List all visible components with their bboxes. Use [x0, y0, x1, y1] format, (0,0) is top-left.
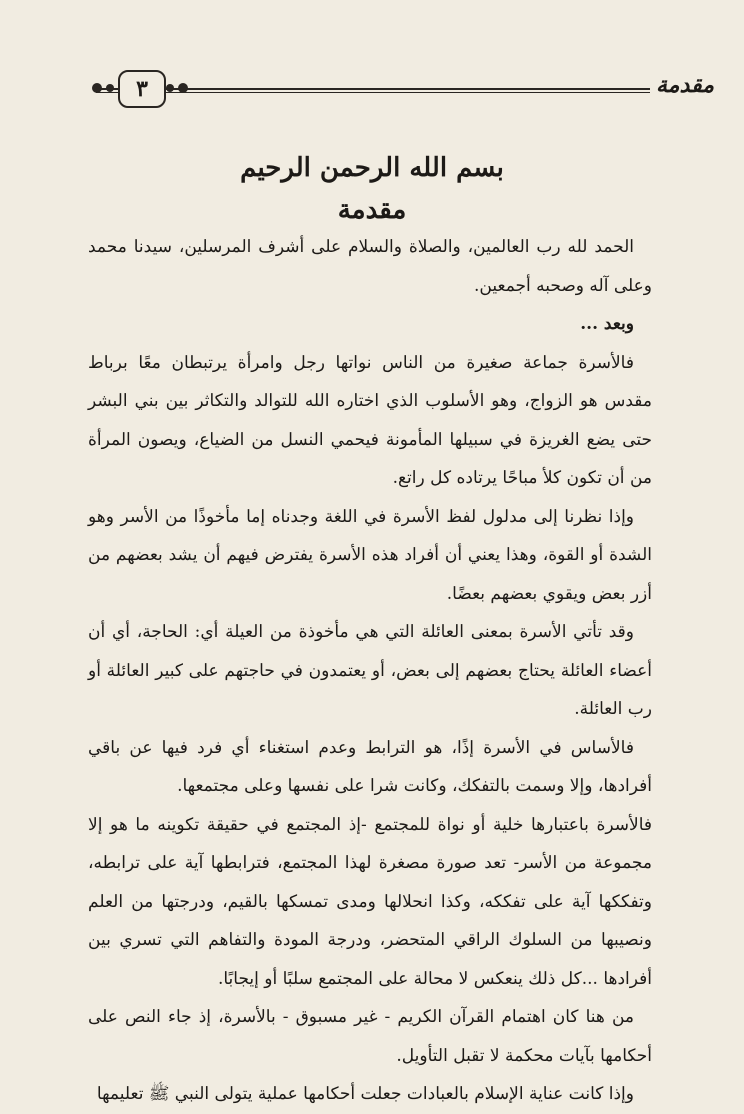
paragraph: فالأساس في الأسرة إذًا، هو الترابط وعدم استغناء أي فرد فيها عن باقي أفرادها، وإلا وسمت بالتفكك، وكانت شرا على نفسها وعلى مجتمعها. [88, 737, 652, 796]
body-text [88, 228, 652, 1114]
paragraph: وقد تأتي الأسرة بمعنى العائلة التي هي مأخوذة من العيلة أي: الحاجة، أي أن أعضاء العائلة يحتاج بعضهم إلى بعض، أو يعتمدون في حاجتهم على كبير العائلة أو رب العائلة. [88, 622, 652, 719]
paragraph: وبعد ... [580, 314, 634, 334]
paragraph: وإذا نظرنا إلى مدلول لفظ الأسرة في اللغة وجدناه إما مأخوذًا من الأسر وهو الشدة أو القوة، وهذا يعني أن أفراد هذه الأسرة يفترض فيهم أن يشد بعضهم من أزر بعض ويقوي بعضهم بعضًا. [88, 506, 652, 604]
paragraph: فالأسرة باعتبارها خلية أو نواة للمجتمع -إذ المجتمع في حقيقة تكوينه ما هو إلا مجموعة من الأسر- تعد صورة مصغرة لهذا المجتمع، فترابطها آية على ترابطه، وتفككها آية على تفككه، وكذا انحلالها ومدى تمسكها بالقيم، ودرجتها من العلم ونصيبها من السلوك الراقي المتحضر، ودرجة المودة والتفاهم التي تسري بين أفرادها ...كل ذلك ينعكس لا محالة على المجتمع سلبًا أو إيجابًا. [88, 814, 652, 989]
page-headings [0, 146, 744, 230]
section-title: مقدمة [655, 72, 714, 98]
running-header [0, 66, 744, 112]
page-number: ٣ [118, 70, 166, 108]
intro-heading: مقدمة [337, 195, 407, 225]
paragraph: من هنا كان اهتمام القرآن الكريم - غير مسبوق - بالأسرة، إذ جاء النص على أحكامها بآيات محكمة لا تقبل التأويل. [88, 1007, 652, 1066]
ornament-dot [92, 83, 102, 93]
paragraph: وإذا كانت عناية الإسلام بالعبادات جعلت أحكامها عملية يتولى النبي ﷺ تعليمها [96, 1084, 634, 1104]
paragraph: فالأسرة جماعة صغيرة من الناس نواتها رجل وامرأة يرتبطان معًا برباط مقدس هو الزواج، وهو الأسلوب الذي اختاره الله للتوالد والتكاثر بين بني البشر حتى يضع الغريزة في سبيلها المأمونة فيحمي النسل من الضياع، ويصون المرأة من أن تكون كلأ مباحًا يرتاده كل راتع. [88, 352, 652, 488]
ornament-dot [166, 84, 174, 92]
ornament-dot [106, 84, 114, 92]
paragraph: الحمد لله رب العالمين، والصلاة والسلام على أشرف المرسلين، سيدنا محمد وعلى آله وصحبه أجمعين. [88, 237, 652, 296]
basmala-heading: بسم الله الرحمن الرحيم [240, 153, 504, 183]
ornament-dot [178, 83, 188, 93]
